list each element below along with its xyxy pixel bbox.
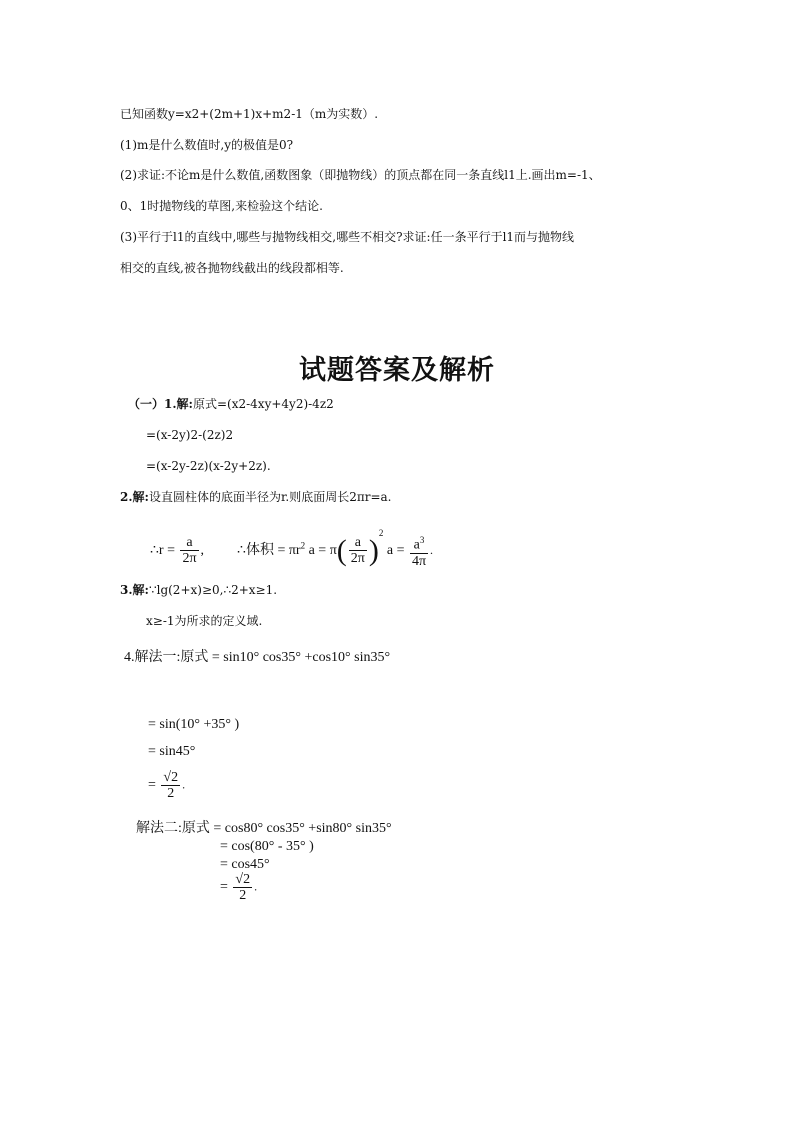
m1-period: . [182,777,186,792]
volume-label: ∴体积 = πr [237,543,301,558]
problem-question-2-line-2: 0、1时抛物线的草图,来检验这个结论. [120,199,323,213]
answer-4-method-1-line-3: = sin45° [148,744,196,759]
volume-exponent: 2 [300,540,306,551]
answer-2-formula [150,524,433,569]
paren-fraction [349,535,367,566]
m2-equals: = [220,879,228,895]
answer-4-method-2-line-1: 解法二:原式 = cos80° cos35° +sin80° sin35° [136,821,392,836]
answer-2-text: 设直圆柱体的底面半径为r.则底面周长2πr=a. [148,490,392,504]
problem-question-1: (1)m是什么数值时,y的极值是0? [120,138,294,152]
problem-intro: 已知函数y=x2+(2m+1)x+m2-1（m为实数）. [120,107,379,121]
m1-sqrt-2: √2 [163,770,179,785]
left-paren: ( [336,533,347,567]
answer-1-step-2: =(x-2y)2-(2z)2 [146,428,234,442]
result-period: . [430,543,434,557]
m2-denominator: 2 [239,888,247,903]
r-denominator: 2π [182,551,197,567]
answer-1-line-1 [128,396,334,412]
answer-3-line-1 [120,582,277,598]
answer-1-step-1: 原式=(x2-4xy+4y2)-4z2 [192,397,334,411]
paren-exponent: 2 [378,528,384,538]
answer-1-step-3: =(x-2y-2z)(x-2y+2z). [146,459,271,473]
answer-1-prefix: （一）1.解: [128,397,193,411]
answer-3-step-2: x≥-1为所求的定义域. [146,614,263,628]
r-comma: , [200,543,205,558]
paren-numerator: a [349,535,367,551]
answers-title: 试题答案及解析 [299,355,495,386]
result-denominator: 4π [411,553,427,569]
m1-denominator: 2 [167,786,175,801]
answer-4-method-2-line-2: = cos(80° - 35° ) [220,839,314,854]
answer-4-method-1-line-1: 4.解法一:原式 = sin10° cos35° +cos10° sin35° [124,650,391,665]
answer-3-step-1: ∵lg(2+x)≥0,∴2+x≥1. [148,583,278,597]
answer-2-line-1 [120,489,391,505]
result-fraction [410,533,428,569]
problem-question-3-line-2: 相交的直线,被各抛物线截出的线段都相等. [120,261,344,275]
answer-2-prefix: 2.解: [120,490,149,504]
r-numerator: a [180,535,198,551]
volume-mid: a = π [308,543,337,558]
paren-denominator: 2π [350,551,365,567]
answer-4-method-2-line-4 [220,872,257,903]
therefore-r: ∴r = [150,543,175,558]
m2-period: . [254,879,258,894]
problem-question-3-line-1: (3)平行于l1的直线中,哪些与抛物线相交,哪些不相交?求证:任一条平行于l1而与抛物线 [120,230,575,244]
r-fraction [180,535,198,566]
m2-fraction [233,872,252,903]
answer-3-prefix: 3.解: [120,583,149,597]
m1-equals: = [148,777,156,793]
result-numerator: $a^3$ [410,533,428,554]
answer-4-method-1-line-2: = sin(10° +35° ) [148,717,240,732]
result-exponent: 3 [419,534,425,545]
answer-4-method-1-line-4 [148,770,185,801]
volume-tail: a = [386,543,405,558]
m1-fraction [161,770,180,801]
answer-4-method-2-line-3: = cos45° [220,857,270,872]
right-paren: ) [368,533,379,567]
problem-question-2-line-1: (2)求证:不论m是什么数值,函数图象（即抛物线）的顶点都在同一条直线l1上.画出m=-1、 [120,168,601,182]
m2-sqrt-2: √2 [235,872,251,887]
